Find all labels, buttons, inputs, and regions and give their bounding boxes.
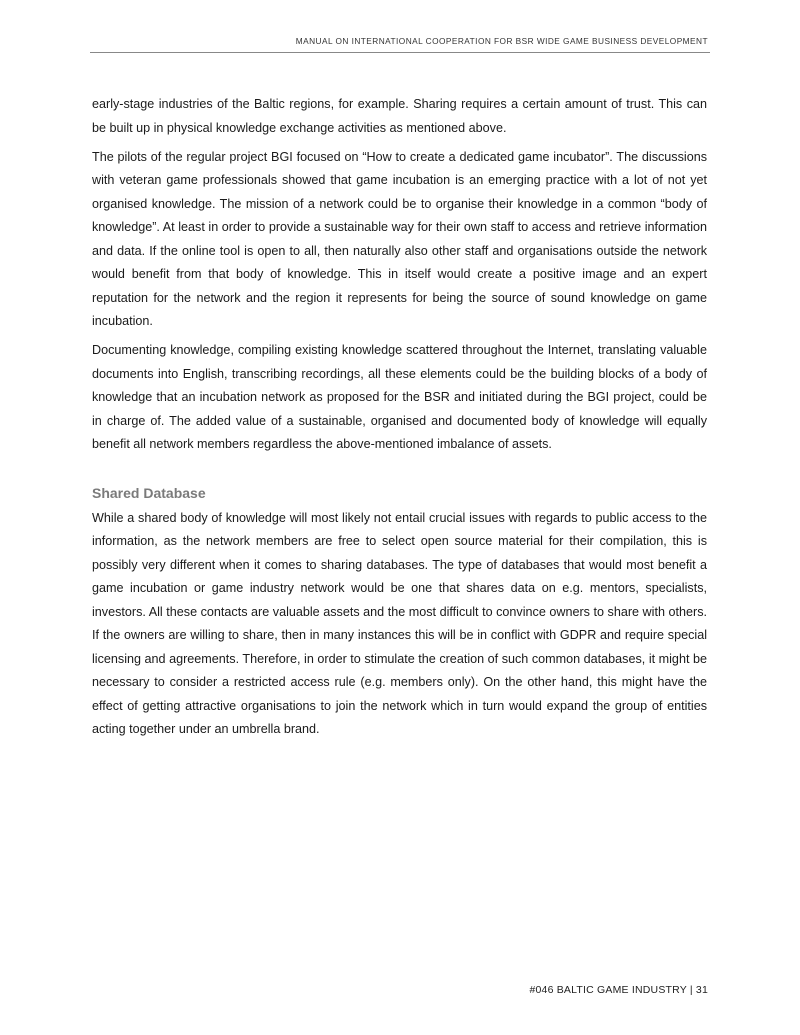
paragraph: Documenting knowledge, compiling existing knowledge scattered throughout the Internet, translating valuable documents into English, transcribing recordings, all these elements could be the building blocks of a body of knowledge that an incubation network as proposed for the BSR and initiated during the BGI project, could be in charge of. The added value of a sustainable, organised and documented body of knowledge will equally benefit all network members regardless the above-mentioned imbalance of assets. bbox=[92, 343, 707, 451]
page-body bbox=[92, 93, 707, 747]
paragraph: While a shared body of knowledge will most likely not entail crucial issues with regards to public access to the information, as the network members are free to select open source material for their compilation, this is possibly very different when it comes to sharing databases. The type of databases that would most benefit a game incubation or game industry network would be one that shares data on e.g. mentors, specialists, investors. All these contacts are valuable assets and the most difficult to convince owners to share with others. If the owners are willing to share, then in many instances this will be in conflict with GDPR and require special licensing and agreements. Therefore, in order to stimulate the creation of such common databases, it might be necessary to consider a restricted access rule (e.g. members only). On the other hand, this might have the effect of getting attractive organisations to join the network which in turn would expand the group of entities acting together under an umbrella brand. bbox=[92, 510, 707, 736]
paragraph: The pilots of the regular project BGI focused on “How to create a dedicated game incubator”. The discussions with veteran game professionals showed that game incubation is an emerging practice with a lot of not yet organised knowledge. The mission of a network could be to organise their knowledge in a common “body of knowledge”. At least in order to provide a sustainable way for their own staff to access and retrieve information and data. If the online tool is open to all, then naturally also other staff and organisations outside the network would benefit from that body of knowledge. This in itself would create a positive image and an expert reputation for the network and the region it represents for being the source of sound knowledge on game incubation. bbox=[92, 149, 707, 328]
header-divider bbox=[90, 52, 710, 53]
page-footer: #046 BALTIC GAME INDUSTRY | 31 bbox=[529, 984, 708, 996]
section-heading: Shared Database bbox=[92, 484, 206, 501]
paragraph: early-stage industries of the Baltic regions, for example. Sharing requires a certain amount of trust. This can be built up in physical knowledge exchange activities as mentioned above. bbox=[92, 97, 707, 135]
running-header: MANUAL ON INTERNATIONAL COOPERATION FOR BSR WIDE GAME BUSINESS DEVELOPMENT bbox=[295, 36, 708, 46]
